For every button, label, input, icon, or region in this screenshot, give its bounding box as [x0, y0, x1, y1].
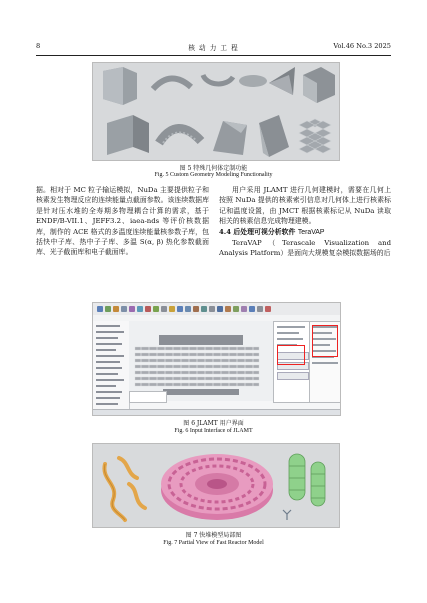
dialog-highlight-box — [312, 325, 338, 357]
page-number: 8 — [36, 42, 41, 50]
right-column — [219, 185, 391, 259]
figure6-caption-cn: 图 6 JLAMT 用户界面 — [183, 420, 244, 427]
dome-segments-shape — [159, 128, 201, 143]
stepped-block-shape — [107, 115, 149, 155]
ui-model-tree — [93, 321, 130, 409]
wedge-shape — [213, 121, 247, 155]
reactor-core-disk — [161, 454, 273, 520]
tiled-surface-shape — [299, 119, 331, 153]
figure7-caption-en: Fig. 7 Partial View of Fast Reactor Model — [163, 540, 264, 546]
custom-geometry-shapes — [93, 63, 339, 160]
ring-shape — [203, 75, 233, 84]
section-heading-en: TeraVAP — [297, 228, 325, 236]
coolant-pipes — [104, 458, 145, 520]
cube-shape — [303, 67, 335, 103]
right-paragraph-1: 用户采用 JLAMT 进行几何建模时，需要在几何上按照 NuDa 提供的核素索引信息对几何体上进行核素标记和温度设置，由 JMCT 根据核素标记从 NuDa 读取相关的核素信息完成物理建模。 — [219, 186, 391, 226]
ui-statusbar — [93, 409, 340, 416]
ui-popup-input[interactable] — [129, 391, 167, 403]
header-rule — [36, 55, 391, 56]
running-header — [36, 42, 391, 54]
fast-reactor-partial-view — [93, 444, 339, 527]
section-heading — [219, 227, 391, 238]
figure5-caption-cn: 图 5 特殊几何体定制功能 — [179, 165, 248, 172]
figure5-image — [92, 62, 340, 161]
journal-title: 核 动 力 工 程 — [188, 44, 239, 52]
figure7-image — [92, 443, 340, 528]
right-paragraph-2: TeraVAP（Terascale Visualization and Analysis Platform）是面向大规模复杂模拟数据场的后 — [219, 239, 391, 258]
left-column — [36, 185, 209, 258]
small-fitting — [283, 510, 291, 520]
ellipsoid-shape — [239, 75, 267, 87]
figure6-caption-en: Fig. 6 Input Interface of JLAMT — [174, 428, 253, 434]
figure5-caption-en: Fig. 5 Custom Geometry Modeling Functionality — [154, 172, 273, 178]
figure6-image — [92, 302, 341, 416]
arc-shape — [153, 78, 191, 89]
figure7-caption-cn: 图 7 快堆模型局部图 — [185, 532, 242, 539]
selection-highlight-box — [277, 345, 305, 365]
volume-info: Vol.46 No.3 2025 — [333, 42, 391, 50]
ui-3d-viewport[interactable] — [129, 321, 273, 401]
green-components — [289, 454, 325, 506]
assembly-grid-view — [129, 321, 273, 401]
left-paragraph: 据。相对于 MC 粒子输运模拟，NuDa 主要提供粒子和核素发生物理反应的连续能量点截面参数。该连续数据库是针对压水堆的全寿期多物理耦合计算的需求，基于 ENDF/B-VII.1、JEFF3.2、iaea-nds 等评价核数据库，制作的 ACE 格式的多温度连续能量核参数子库，包括快中子库、热中子子库、多温 S(α, β) 热化参数截面库、光子截面库和电子截面库。 — [36, 186, 209, 257]
hexagonal-prism-shape — [103, 67, 137, 105]
twisted-prism-shape — [259, 115, 289, 157]
section-heading-cn: 4.4 后处理可视分析软件 — [219, 227, 298, 236]
